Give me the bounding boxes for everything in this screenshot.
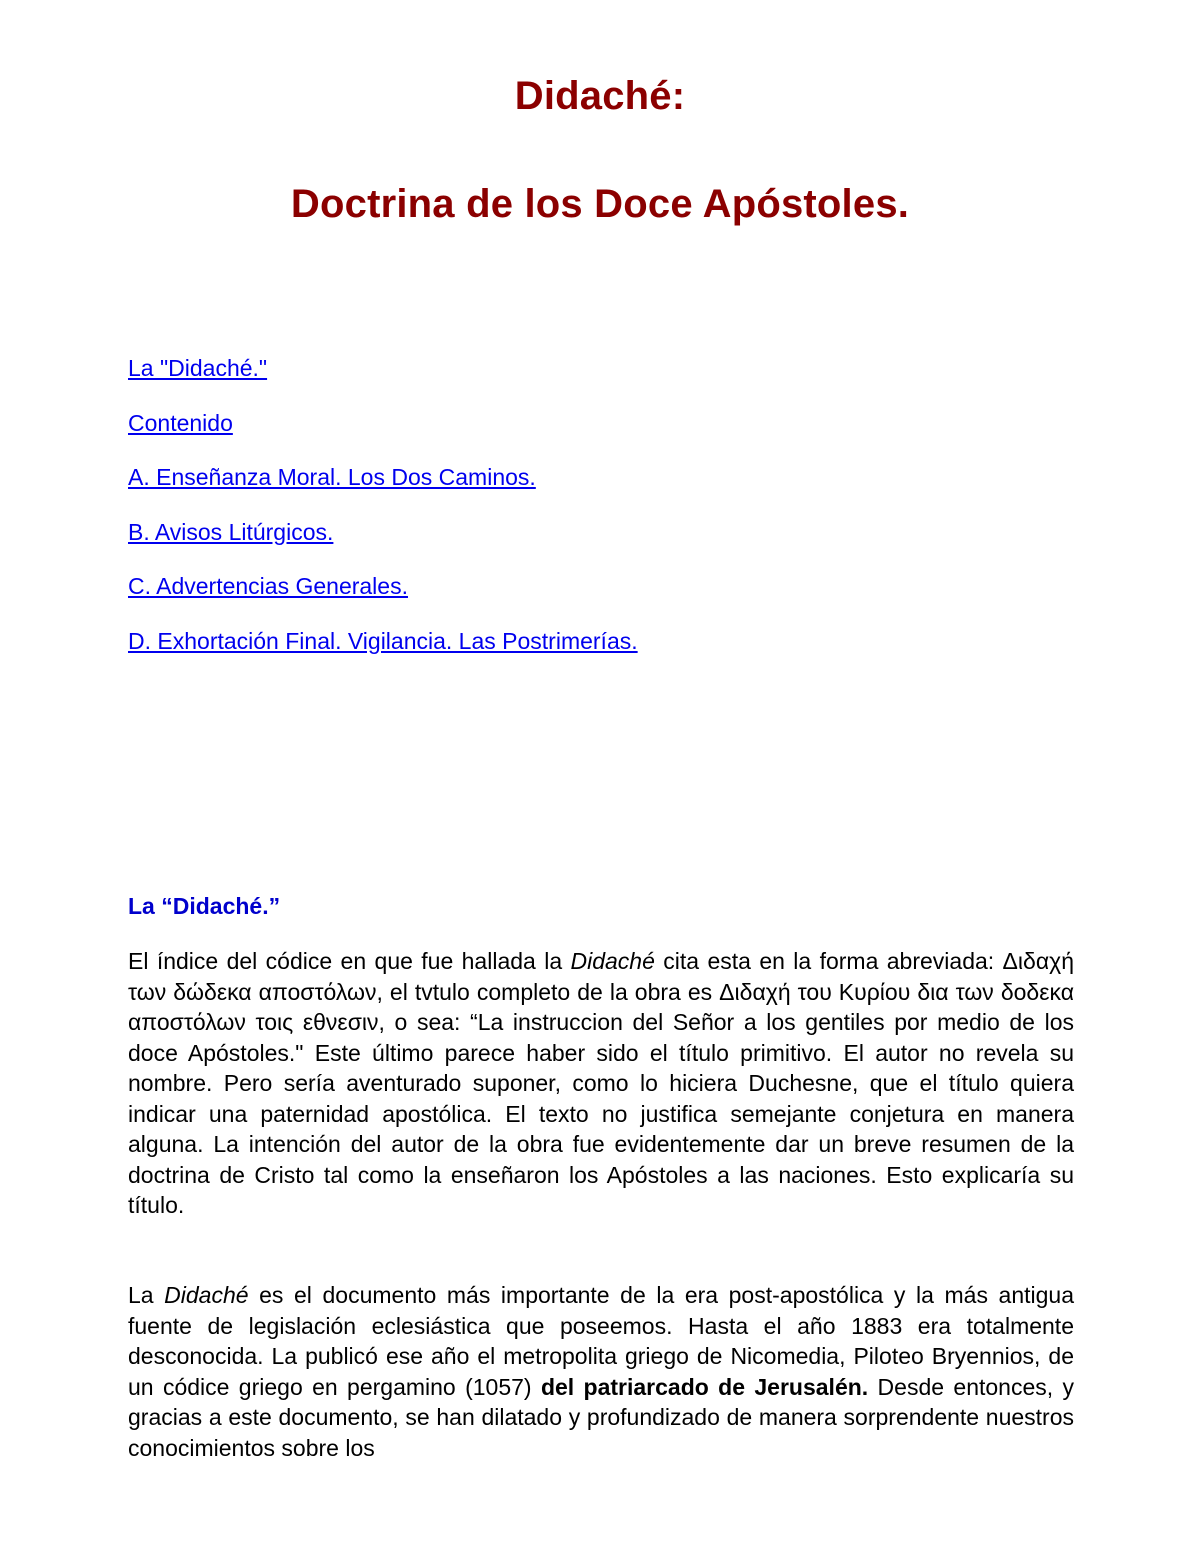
italic-term: Didaché [570, 948, 655, 974]
section-heading: La “Didaché.” [128, 893, 281, 919]
italic-term: Didaché [164, 1282, 249, 1308]
paragraph-text: Desde entonces, y gracias a este documento, se han dilatado y profundizado de manera sorprendente nuestros conocimientos sobre los [128, 1373, 1075, 1461]
paragraph-text: cita esta en la forma abreviada: Διδαχή των δώδεκα αποστόλων, el tvtulo completo de la obra es Διδαχή του Κυρίου δια των δοδεκα αποστόλων τοις εθνεσιν, o sea: “La instruccion del Señor a los gentiles por medio de los doce Apóstoles." Este último parece haber sido el título primitivo. El autor no revela su nombre. Pero sería aventurado suponer, como lo hiciera Duchesne, que el título quiera indicar una paternidad apostólica. El texto no justifica semejante conjetura en manera alguna. La intención del autor de la obra fue evidentemente dar un breve resumen de la doctrina de Cristo tal como la enseñaron los Apóstoles a las naciones. Esto explicaría su título. [128, 948, 1074, 1218]
document-title-line1: Didaché: [514, 74, 686, 118]
body-paragraph [128, 946, 1074, 1221]
toc-item [128, 350, 638, 405]
toc-link-didache[interactable]: La "Didaché." [128, 355, 268, 381]
table-of-contents [128, 350, 638, 677]
document-title-line2: Doctrina de los Doce Apóstoles. [290, 182, 910, 226]
toc-item [128, 459, 638, 514]
paragraph-text: El índice del códice en que fue hallada la [128, 948, 571, 974]
bold-term: del patriarcado de Jerusalén. [540, 1373, 869, 1400]
toc-link-section-c[interactable]: C. Advertencias Generales. [128, 573, 408, 599]
toc-link-section-b[interactable]: B. Avisos Litúrgicos. [128, 518, 334, 545]
toc-link-contenido[interactable]: Contenido [128, 409, 233, 436]
paragraph-text: es el documento más importante de la era post-apostólica y la más antigua fuente de legislación eclesiástica que poseemos. Hasta el año 1883 era totalmente desconocida. La publicó ese año el metropolita griego de Nicomedia, Piloteo Bryennios, de un códice griego en pergamino (1057) [128, 1282, 1074, 1400]
toc-item [128, 405, 638, 460]
toc-item [128, 623, 638, 678]
toc-item [128, 568, 638, 623]
body-paragraph [128, 1280, 1074, 1463]
toc-link-section-d[interactable]: D. Exhortación Final. Vigilancia. Las Postrimerías. [128, 627, 638, 654]
toc-link-section-a[interactable]: A. Enseñanza Moral. Los Dos Caminos. [128, 464, 536, 490]
toc-item [128, 514, 638, 569]
paragraph-text: La [128, 1282, 165, 1308]
